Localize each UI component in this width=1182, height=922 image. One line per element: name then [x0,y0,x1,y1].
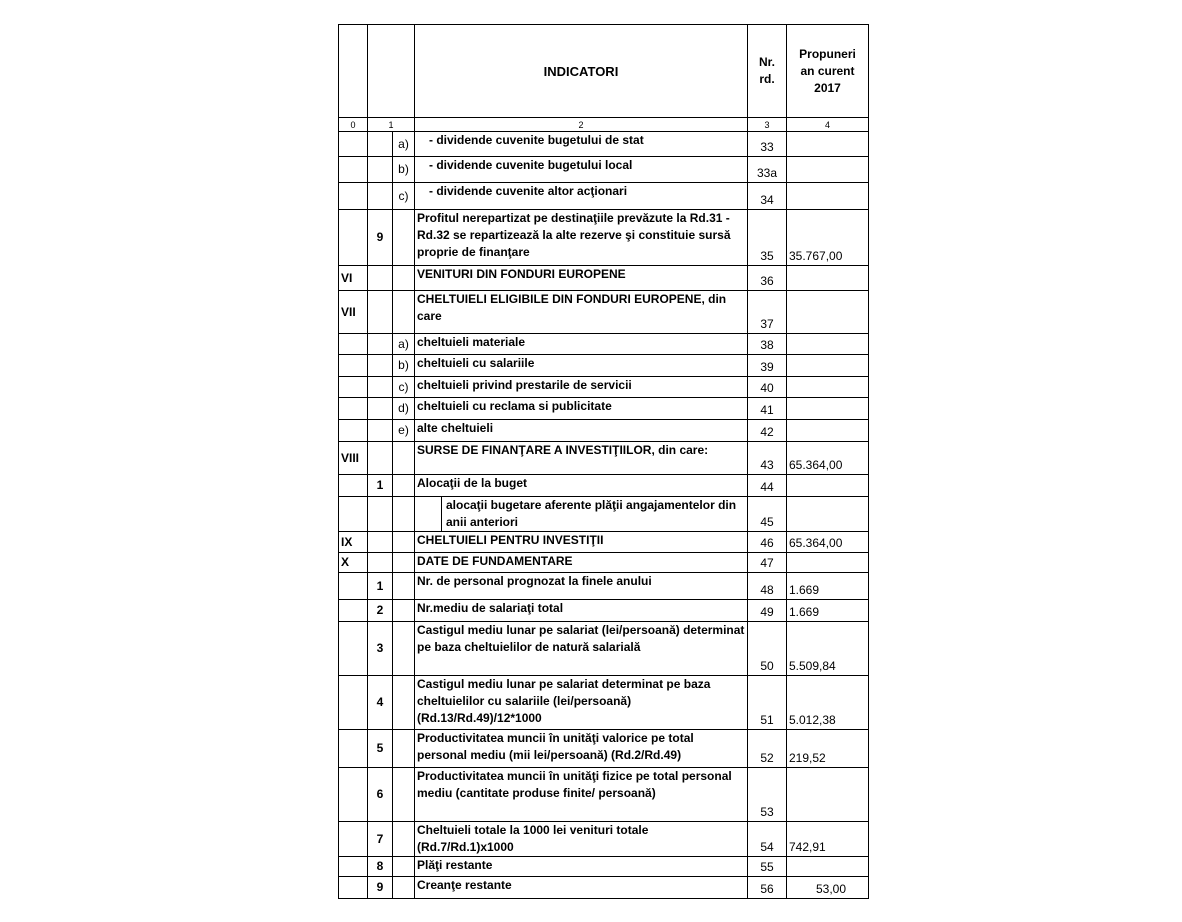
roman-numeral-cell [339,730,368,768]
roman-numeral-cell: X [339,553,368,573]
header-row [339,25,869,118]
table-row [339,553,869,573]
column-index-0: 0 [339,118,368,132]
roman-numeral-cell: IX [339,532,368,553]
table-row [339,573,869,600]
roman-numeral-cell [339,420,368,442]
item-number-cell [368,132,393,157]
proposal-value-cell: 65.364,00 [787,442,869,475]
row-number-cell: 42 [748,420,787,442]
indicator-label-cell: Nr. de personal prognozat la finele anului [415,573,748,600]
item-number-cell [368,377,393,398]
proposal-value-cell [787,377,869,398]
table-row [339,157,869,183]
indicator-label-cell: - dividende cuvenite bugetului de stat [415,132,748,157]
roman-numeral-cell [339,210,368,266]
table-row [339,355,869,377]
row-number-cell: 46 [748,532,787,553]
proposal-value-cell [787,157,869,183]
table-row [339,622,869,676]
indicator-label-cell: SURSE DE FINANŢARE A INVESTIŢIILOR, din care: [415,442,748,475]
sub-letter-cell [393,573,415,600]
indicator-label-cell: Nr.mediu de salariaţi total [415,600,748,622]
row-number-cell: 52 [748,730,787,768]
sub-letter-cell [393,622,415,676]
row-number-cell: 34 [748,183,787,210]
indicator-label-cell: Cheltuieli totale la 1000 lei venituri totale (Rd.7/Rd.1)x1000 [415,822,748,857]
proposal-value-cell [787,497,869,532]
table-row [339,132,869,157]
row-number-cell: 33a [748,157,787,183]
row-number-cell: 47 [748,553,787,573]
indicator-label-cell [415,497,748,532]
roman-numeral-cell [339,183,368,210]
item-number-cell: 4 [368,676,393,730]
item-number-cell [368,355,393,377]
budget-indicators-table [338,24,869,899]
proposal-value-cell: 35.767,00 [787,210,869,266]
sub-letter-cell [393,857,415,877]
proposal-value-cell [787,475,869,497]
sub-letter-cell [393,210,415,266]
item-number-cell [368,553,393,573]
proposal-value-cell [787,132,869,157]
indicator-label-cell: alte cheltuieli [415,420,748,442]
indicator-label-cell: - dividende cuvenite bugetului local [415,157,748,183]
sub-letter-cell [393,768,415,822]
roman-numeral-cell [339,768,368,822]
header-propuneri: Propuneri an curent 2017 [787,25,869,118]
header-nr-rd: Nr. rd. [748,25,787,118]
table-row [339,291,869,334]
roman-numeral-cell [339,877,368,899]
row-number-cell: 48 [748,573,787,600]
indicator-label-cell: Castigul mediu lunar pe salariat determinat pe baza cheltuielilor cu salariile (lei/persoană) (Rd.13/Rd.49)/12*1000 [415,676,748,730]
indicator-label-cell: CHELTUIELI PENTRU INVESTIŢII [415,532,748,553]
table-row [339,183,869,210]
sub-letter-cell: c) [393,377,415,398]
row-number-cell: 55 [748,857,787,877]
row-number-cell: 39 [748,355,787,377]
item-number-cell [368,398,393,420]
indicator-label-cell: - dividende cuvenite altor acţionari [415,183,748,210]
item-number-cell [368,266,393,291]
item-number-cell: 9 [368,210,393,266]
item-number-cell: 5 [368,730,393,768]
table-row [339,768,869,822]
header-indicatori: INDICATORI [415,25,748,118]
table-row [339,442,869,475]
sub-letter-cell [393,730,415,768]
roman-numeral-cell [339,334,368,355]
roman-numeral-cell [339,475,368,497]
table-row [339,822,869,857]
indicator-label-cell: CHELTUIELI ELIGIBILE DIN FONDURI EUROPENE, din care [415,291,748,334]
row-number-cell: 44 [748,475,787,497]
row-number-cell: 36 [748,266,787,291]
row-number-cell: 37 [748,291,787,334]
proposal-value-cell: 5.012,38 [787,676,869,730]
row-number-cell: 41 [748,398,787,420]
indicator-label-cell: Profitul nerepartizat pe destinaţiile prevăzute la Rd.31 - Rd.32 se repartizează la alte rezerve şi constituie sursă proprie de finanţare [415,210,748,266]
indicator-label-cell: Plăţi restante [415,857,748,877]
roman-numeral-cell [339,857,368,877]
table-row [339,266,869,291]
sub-letter-cell [393,877,415,899]
table-row [339,857,869,877]
header-col0-cell [339,25,368,118]
sub-letter-cell: c) [393,183,415,210]
table-row [339,334,869,355]
item-number-cell: 1 [368,475,393,497]
item-number-cell [368,442,393,475]
row-number-cell: 45 [748,497,787,532]
item-number-cell [368,497,393,532]
roman-numeral-cell [339,355,368,377]
indicator-label-cell: Castigul mediu lunar pe salariat (lei/persoană) determinat pe baza cheltuielilor de natură salarială [415,622,748,676]
table-row [339,600,869,622]
roman-numeral-cell [339,676,368,730]
item-number-cell [368,183,393,210]
item-number-cell: 3 [368,622,393,676]
roman-numeral-cell [339,622,368,676]
indicator-label-cell: Alocaţii de la buget [415,475,748,497]
budget-table-sheet [338,24,868,902]
column-index-2: 2 [415,118,748,132]
item-number-cell [368,334,393,355]
indicator-label-cell: Creanţe restante [415,877,748,899]
indicator-label-cell: cheltuieli cu salariile [415,355,748,377]
table-row [339,532,869,553]
proposal-value-cell [787,857,869,877]
row-number-cell: 56 [748,877,787,899]
proposal-value-cell [787,355,869,377]
sub-letter-cell [393,497,415,532]
row-number-cell: 43 [748,442,787,475]
roman-numeral-cell: VII [339,291,368,334]
proposal-value-cell: 219,52 [787,730,869,768]
item-number-cell: 8 [368,857,393,877]
indicator-label-cell: Productivitatea muncii în unităţi valorice pe total personal mediu (mii lei/persoană) (Rd.2/Rd.49) [415,730,748,768]
indicator-label-cell: cheltuieli materiale [415,334,748,355]
column-index-4: 4 [787,118,869,132]
column-index-3: 3 [748,118,787,132]
sub-letter-cell [393,291,415,334]
proposal-value-cell [787,398,869,420]
sub-letter-cell [393,266,415,291]
proposal-value-cell: 1.669 [787,600,869,622]
roman-numeral-cell: VIII [339,442,368,475]
table-row [339,398,869,420]
table-row [339,676,869,730]
sub-letter-cell [393,475,415,497]
table-row [339,497,869,532]
proposal-value-cell [787,291,869,334]
indicator-label-cell: Productivitatea muncii în unităţi fizice pe total personal mediu (cantitate produse finite/ persoană) [415,768,748,822]
item-number-cell: 2 [368,600,393,622]
roman-numeral-cell [339,822,368,857]
roman-numeral-cell [339,398,368,420]
table-row [339,210,869,266]
sub-letter-cell [393,822,415,857]
proposal-value-cell [787,420,869,442]
proposal-value-cell [787,553,869,573]
row-number-cell: 35 [748,210,787,266]
row-number-cell: 33 [748,132,787,157]
proposal-value-cell [787,183,869,210]
roman-numeral-cell [339,497,368,532]
item-number-cell [368,291,393,334]
proposal-value-cell [787,334,869,355]
sub-letter-cell: a) [393,334,415,355]
sub-letter-cell [393,442,415,475]
indicator-label-cell: cheltuieli privind prestarile de servicii [415,377,748,398]
row-number-cell: 53 [748,768,787,822]
sub-letter-cell: a) [393,132,415,157]
item-number-cell [368,420,393,442]
column-index-row [339,118,869,132]
roman-numeral-cell [339,600,368,622]
sub-letter-cell: e) [393,420,415,442]
table-row [339,730,869,768]
proposal-value-cell [787,266,869,291]
sub-letter-cell: d) [393,398,415,420]
table-row [339,877,869,899]
proposal-value-cell: 1.669 [787,573,869,600]
sub-letter-cell [393,600,415,622]
proposal-value-cell [787,768,869,822]
proposal-value-cell: 5.509,84 [787,622,869,676]
item-number-cell [368,532,393,553]
header-col1-cell [368,25,415,118]
indicator-label-cell: VENITURI DIN FONDURI EUROPENE [415,266,748,291]
column-index-1: 1 [368,118,415,132]
indicator-sub-label: alocaţii bugetare aferente plăţii angajamentelor din anii anteriori [441,497,747,531]
roman-numeral-cell [339,377,368,398]
proposal-value-cell: 742,91 [787,822,869,857]
table-row [339,420,869,442]
row-number-cell: 50 [748,622,787,676]
row-number-cell: 51 [748,676,787,730]
sub-letter-cell [393,676,415,730]
row-number-cell: 40 [748,377,787,398]
table-row [339,475,869,497]
row-number-cell: 54 [748,822,787,857]
sub-letter-cell [393,532,415,553]
sub-letter-cell: b) [393,157,415,183]
roman-numeral-cell [339,573,368,600]
item-number-cell: 1 [368,573,393,600]
item-number-cell [368,157,393,183]
sub-letter-cell [393,553,415,573]
row-number-cell: 49 [748,600,787,622]
proposal-value-cell: 65.364,00 [787,532,869,553]
item-number-cell: 9 [368,877,393,899]
roman-numeral-cell [339,157,368,183]
item-number-cell: 6 [368,768,393,822]
proposal-value-cell: 53,00 [787,877,869,899]
indicator-label-cell: DATE DE FUNDAMENTARE [415,553,748,573]
roman-numeral-cell: VI [339,266,368,291]
row-number-cell: 38 [748,334,787,355]
roman-numeral-cell [339,132,368,157]
sub-letter-cell: b) [393,355,415,377]
indicator-label-cell: cheltuieli cu reclama si publicitate [415,398,748,420]
table-row [339,377,869,398]
item-number-cell: 7 [368,822,393,857]
